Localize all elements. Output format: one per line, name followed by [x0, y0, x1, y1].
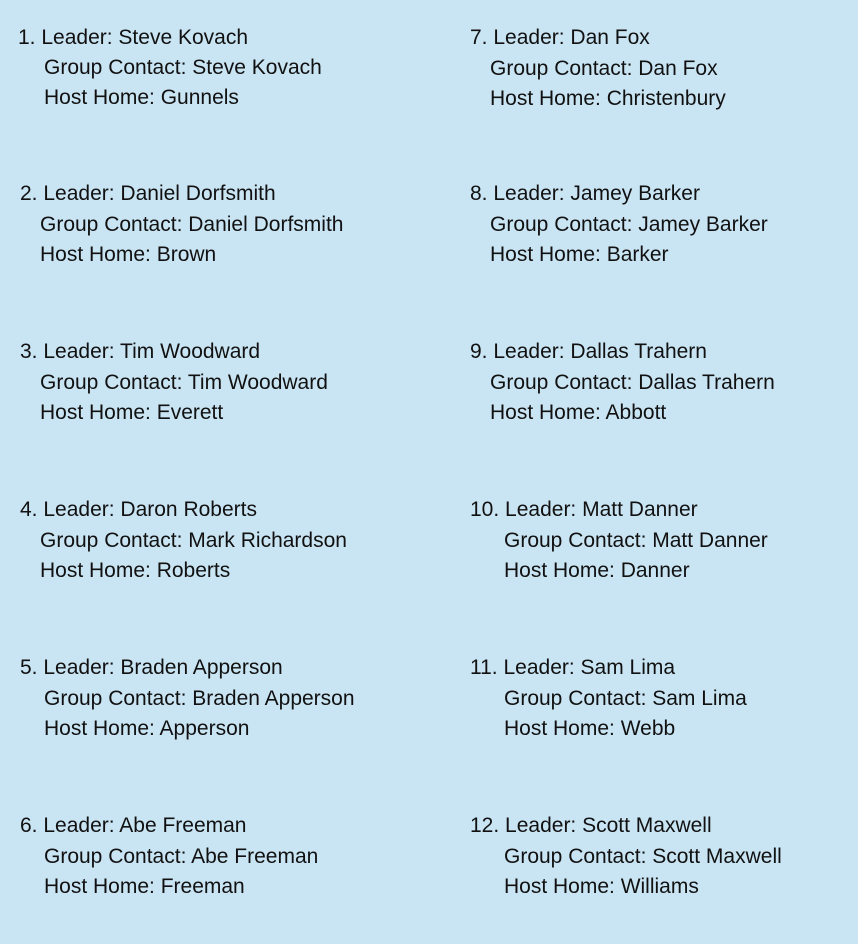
group-entry-8: [470, 179, 768, 270]
contact-line: Group Contact: Sam Lima: [504, 687, 747, 710]
group-entry-11: [470, 653, 747, 744]
leader-line: [20, 653, 355, 683]
leader-line: [20, 811, 318, 841]
host-line: Host Home: Barker: [490, 243, 669, 266]
entry-number: 2.: [20, 182, 38, 205]
entry-number: 8.: [470, 182, 488, 205]
leader-line: [470, 495, 768, 525]
leader-line: [470, 337, 775, 367]
contact-line: Group Contact: Daniel Dorfsmith: [40, 213, 344, 236]
group-entry-2: [20, 179, 343, 270]
contact-line: Group Contact: Dallas Trahern: [490, 371, 775, 394]
host-line: Host Home: Williams: [504, 875, 699, 898]
contact-line: Group Contact: Dan Fox: [490, 57, 718, 80]
leader-text: Leader: Daniel Dorfsmith: [43, 182, 276, 205]
leader-line: [20, 337, 328, 367]
group-entry-4: [20, 495, 347, 586]
contact-line: Group Contact: Scott Maxwell: [504, 845, 782, 868]
host-line: Host Home: Gunnels: [44, 86, 239, 109]
group-entry-7: [470, 23, 726, 114]
leader-line: [20, 179, 343, 209]
host-line: Host Home: Brown: [40, 243, 217, 266]
contact-line: Group Contact: Jamey Barker: [490, 213, 768, 236]
leader-text: Leader: Dan Fox: [493, 26, 650, 49]
leader-line: [20, 495, 347, 525]
leader-text: Leader: Braden Apperson: [43, 656, 283, 679]
entry-number: 4.: [20, 498, 38, 521]
host-line: Host Home: Freeman: [44, 875, 245, 898]
leader-text: Leader: Scott Maxwell: [505, 814, 712, 837]
entry-number: 7.: [470, 26, 488, 49]
contact-line: Group Contact: Matt Danner: [504, 529, 768, 552]
leader-line: [470, 811, 782, 841]
leader-line: [470, 653, 747, 683]
contact-line: Group Contact: Steve Kovach: [44, 56, 322, 79]
leader-text: Leader: Jamey Barker: [493, 182, 700, 205]
leader-line: [18, 23, 322, 53]
group-entry-3: [20, 337, 328, 428]
leader-line: [470, 23, 726, 53]
host-line: Host Home: Everett: [40, 401, 224, 424]
host-line: Host Home: Webb: [504, 717, 676, 740]
group-entry-9: [470, 337, 775, 428]
leader-text: Leader: Dallas Trahern: [493, 340, 707, 363]
entry-number: 3.: [20, 340, 38, 363]
entry-number: 5.: [20, 656, 38, 679]
entry-number: 10.: [470, 498, 500, 521]
leader-text: Leader: Steve Kovach: [41, 26, 248, 49]
group-entry-10: [470, 495, 768, 586]
leader-text: Leader: Sam Lima: [503, 656, 676, 679]
leader-line: [470, 179, 768, 209]
host-line: Host Home: Abbott: [490, 401, 667, 424]
contact-line: Group Contact: Abe Freeman: [44, 845, 319, 868]
host-line: Host Home: Danner: [504, 559, 690, 582]
leader-text: Leader: Abe Freeman: [43, 814, 247, 837]
leader-text: Leader: Daron Roberts: [43, 498, 257, 521]
contact-line: Group Contact: Braden Apperson: [44, 687, 355, 710]
host-line: Host Home: Christenbury: [490, 87, 726, 110]
group-entry-5: [20, 653, 355, 744]
entry-number: 1.: [18, 26, 36, 49]
group-entry-12: [470, 811, 782, 902]
group-entry-6: [20, 811, 318, 902]
host-line: Host Home: Apperson: [44, 717, 250, 740]
entry-number: 11.: [470, 656, 498, 679]
group-entry-1: [18, 23, 322, 113]
leader-text: Leader: Matt Danner: [505, 498, 698, 521]
entry-number: 12.: [470, 814, 500, 837]
host-line: Host Home: Roberts: [40, 559, 231, 582]
contact-line: Group Contact: Mark Richardson: [40, 529, 347, 552]
leader-text: Leader: Tim Woodward: [43, 340, 261, 363]
entry-number: 6.: [20, 814, 38, 837]
entry-number: 9.: [470, 340, 488, 363]
contact-line: Group Contact: Tim Woodward: [40, 371, 328, 394]
